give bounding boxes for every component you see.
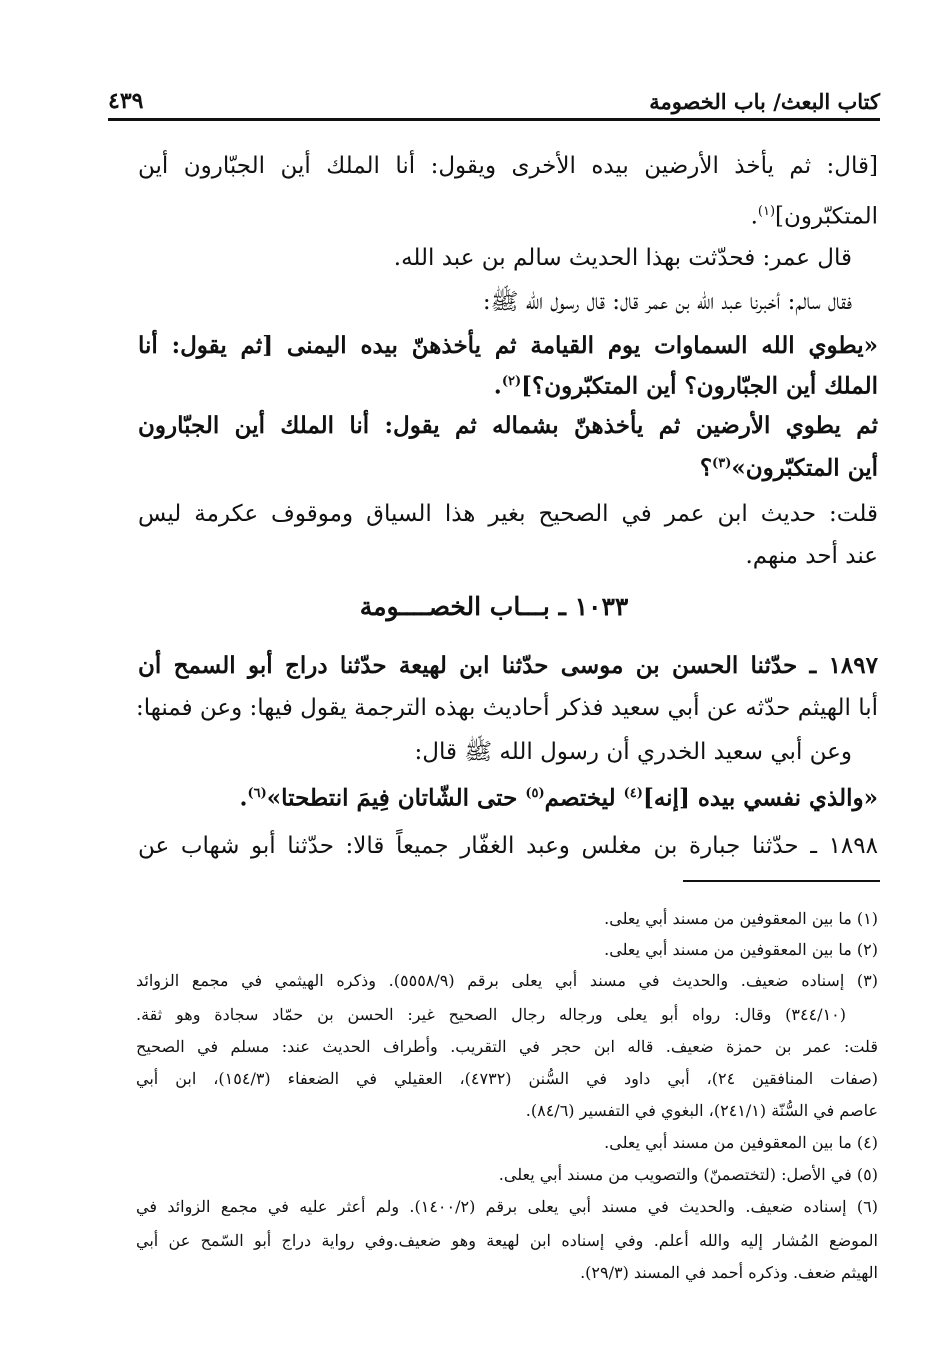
footnote-3-cont-1: (٣٤٤/١٠) وقال: رواه أبو يعلى ورجاله رجال الصحيح غير: الحسن بن حمّاد سجادة وهو ثقة.	[136, 1005, 846, 1024]
hadith-1897-line-1: ١٨٩٧ ـ حدّثنا الحسن بن موسى حدّثنا ابن لهيعة حدّثنا دراج أبو السمح أن	[138, 652, 878, 679]
body-line-4: فقال سالم: أخبرنا عبد الله بن عمر قال: قال رسول الله ﷺ:	[482, 289, 852, 315]
body-line-9: قلت: حديث ابن عمر في الصحيح بغير هذا السياق وموقوف عكرمة ليس	[138, 501, 878, 527]
footnote-3-cont-3: (صفات المنافقين ٢٤)، أبي داود في السُّنن (٤٧٣٢)، العقيلي في الضعفاء (١٥٤/٣)، ابن أبي	[136, 1069, 879, 1088]
footnote-6: (٦) إسناده ضعيف. والحديث في مسند أبي يعلى برقم (١٤٠٠/٢). ولم أعثر عليه في مجمع الزوائد في	[136, 1197, 878, 1216]
footnote-ref-5: (٥)	[525, 786, 545, 801]
footnote-ref-4: (٤)	[623, 786, 643, 801]
footnote-2: (٢) ما بين المعقوفين من مسند أبي يعلى.	[604, 940, 878, 959]
page-number: ٤٣٩	[108, 88, 144, 114]
footnote-6-cont-1: الموضع المُشار إليه والله أعلم. وفي إسناده ابن لهيعة وهو ضعيف.وفي رواية دراج أبو السّمح عن أبي	[136, 1231, 878, 1250]
footnote-6-cont-2: الهيثم ضعف. وذكره أحمد في المسند (٢٩/٣).	[580, 1263, 878, 1282]
chapter-title: كتاب البعث/ باب الخصومة	[649, 89, 880, 114]
footnote-separator	[683, 880, 880, 882]
body-line-6: الملك أين الجبّارون؟ أين المتكبّرون؟]$^{(٢)}$.	[493, 372, 878, 400]
running-header	[108, 80, 880, 121]
footnote-4: (٤) ما بين المعقوفين من مسند أبي يعلى.	[604, 1133, 878, 1152]
footnote-ref-6: (٦)	[247, 786, 267, 801]
body-line-8: أين المتكبّرون»$^{(٣)}$؟	[699, 454, 878, 482]
hadith-1898-line: ١٨٩٨ ـ حدّثنا جبارة بن مغلس وعبد الغفّار جميعاً قالا: حدّثنا أبو شهاب عن	[138, 833, 878, 859]
footnote-ref-1: (١)	[757, 204, 776, 219]
body-line-2: المتكبّرون]$^{(١)}$.	[750, 203, 878, 230]
footnote-5: (٥) في الأصل: (لتختصمنّ) والتصويب من مسند أبي يعلى.	[498, 1165, 878, 1184]
section-heading: ١٠٣٣ ـ بـــاب الخصــــومة	[359, 592, 629, 621]
footnote-3-cont-4: عاصم في السُّنّة (٢٤١/١)، البغوي في التفسير (٨٤/٦).	[525, 1101, 878, 1120]
footnote-ref-2: (٢)	[501, 374, 522, 389]
footnote-ref-3: (٣)	[712, 456, 732, 471]
body-line-5: «يطوي الله السماوات يوم القيامة ثم يأخذهنّ بيده اليمنى [ثم يقول: أنا	[138, 332, 878, 359]
hadith-quote: «والذي نفسي بيده [إنه]$^{(٤)}$ ليختصم$^{(٥)}$ حتى الشّاتان فِيمَ انتطحتا»$^{(٦)}$.	[239, 784, 878, 812]
body-line-10: عند أحد منهم.	[745, 543, 878, 569]
footnote-3: (٣) إسناده ضعيف. والحديث في مسند أبي يعلى برقم (٥٥٥٨/٩). وذكره الهيثمي في مجمع الزوائد	[136, 971, 878, 990]
body-line-1: [قال: ثم يأخذ الأرضين بيده الأخرى ويقول: أنا الملك أين الجبّارون أين	[138, 153, 878, 179]
body-line-3: قال عمر: فحدّثت بهذا الحديث سالم بن عبد الله.	[393, 245, 852, 271]
hadith-1897-line-3: وعن أبي سعيد الخدري أن رسول الله ﷺ قال:	[414, 739, 852, 765]
footnote-1: (١) ما بين المعقوفين من مسند أبي يعلى.	[604, 909, 878, 928]
footnote-3-cont-2: قلت: عمر بن حمزة ضعيف. قاله ابن حجر في التقريب. وأطراف الحديث عند: مسلم في الصحيح	[136, 1037, 878, 1056]
hadith-1897-line-2: أبا الهيثم حدّثه عن أبي سعيد فذكر أحاديث بهذه الترجمة يقول فيها: وعن فمنها:	[135, 695, 878, 721]
body-line-7: ثم يطوي الأرضين ثم يأخذهنّ بشماله ثم يقول: أنا الملك أين الجبّارون	[138, 412, 878, 439]
